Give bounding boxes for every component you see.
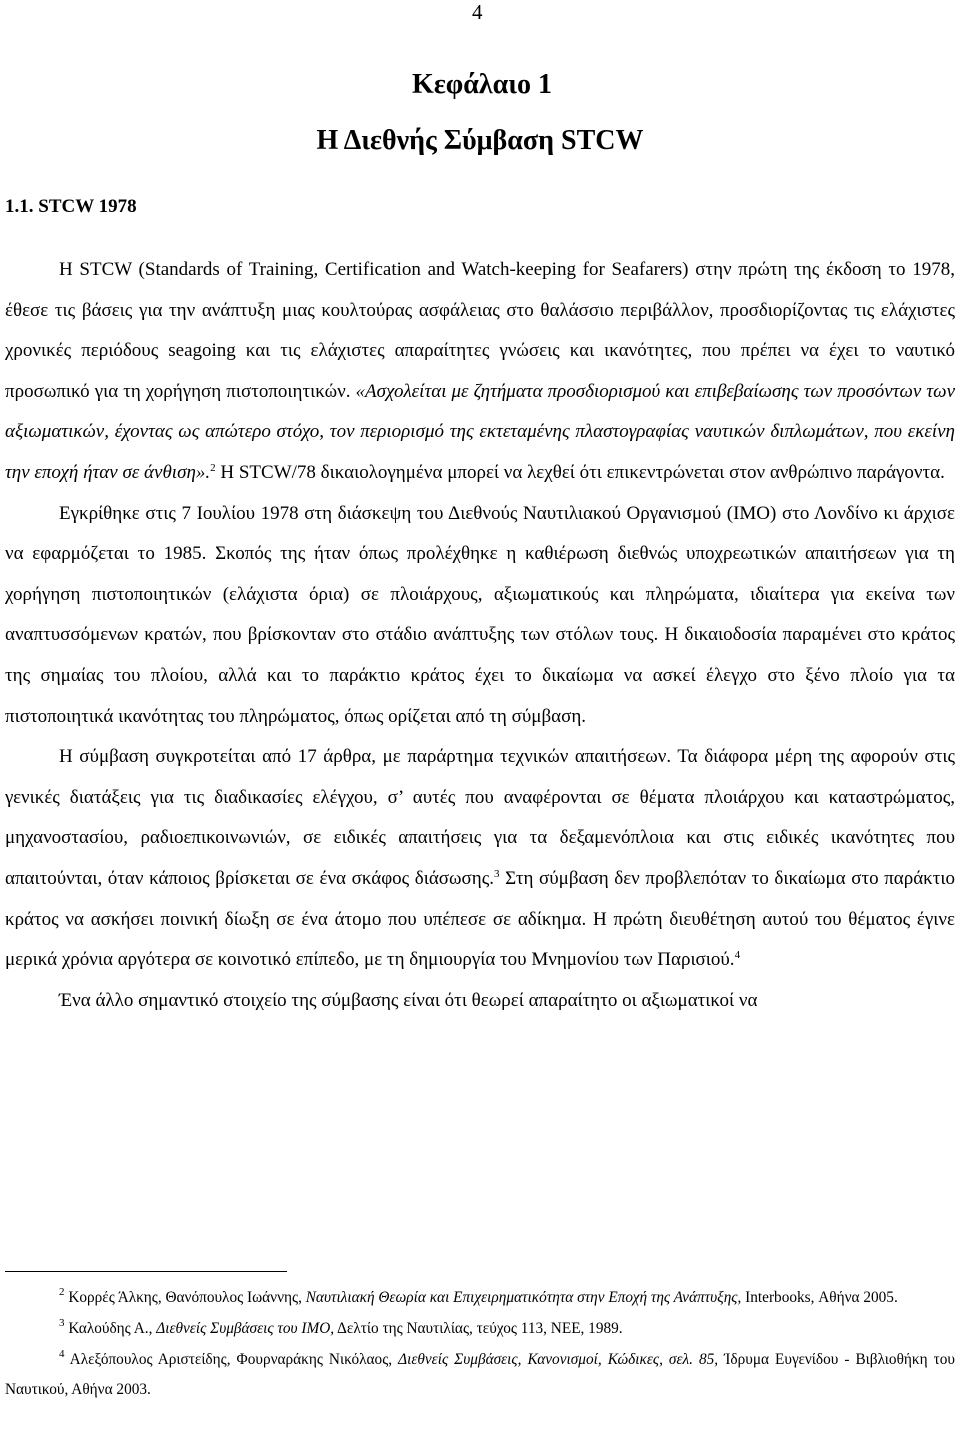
footnote-4-number: 4 — [59, 1348, 65, 1360]
footnote-4-rest: Ίδρυμα Ευγενίδου - Βιβλιοθήκη του Ναυτικού, Αθήνα 2003. — [5, 1351, 955, 1398]
paragraph-1 — [5, 250, 955, 494]
body-text — [5, 250, 955, 1021]
chapter-title — [0, 124, 960, 158]
footnote-4-authors: Αλεξόπουλος Αριστείδης, Φουρναράκης Νικόλαος, — [64, 1351, 399, 1368]
paragraph-1-text-b: Η STCW/78 δικαιολογημένα μπορεί να λεχθεί ότι επικεντρώνεται στον ανθρώπινο παράγοντα. — [215, 461, 945, 483]
footnote-2-number: 2 — [59, 1286, 65, 1298]
paragraph-2: Εγκρίθηκε στις 7 Ιουλίου 1978 στη διάσκεψη του Διεθνούς Ναυτιλιακού Οργανισμού (IMO) στο Λονδίνο κι άρχισε να εφαρμόζεται το 1985. Σκοπός της ήταν όπως προλέχθηκε η καθιέρωση διεθνώς υποχρεωτικών απαιτήσεων για τη χορήγηση πιστοποιητικών (ελάχιστα όρια) σε πλοιάρχους, αξιωματικούς και πληρώματα, ιδιαίτερα για εκείνα των αναπτυσσόμενων κρατών, που βρίσκονταν στο στάδιο ανάπτυξης των στόλων τους. Η δικαιοδοσία παραμένει στο κράτος της σημαίας του πλοίου, αλλά και το παράκτιο κράτος έχει το δικαίωμα να ασκεί έλεγχο στο ξένο πλοίο για τα πιστοποιητικά ικανότητας του πληρώματος, όπως ορίζεται από τη σύμβαση. — [5, 502, 955, 727]
paragraph-3 — [5, 737, 955, 981]
paragraph-1-quote: «Ασχολείται με ζητήματα προσδιορισμού και επιβεβαίωσης των προσόντων των αξιωματικών, έχοντας ως απώτερο στόχο, τον περιορισμό της εκτεταμένης πλαστογραφίας ναυτικών διπλωμάτων, που εκείνη την εποχή ήταν σε άνθιση». — [5, 380, 956, 483]
chapter-title-text: Η Διεθνής Σύμβαση STCW — [316, 125, 644, 156]
footnote-2 — [5, 1283, 955, 1313]
footnote-ref-3[interactable]: 3 — [494, 867, 500, 880]
chapter-label-text: Κεφάλαιο 1 — [412, 69, 552, 100]
chapter-label — [0, 68, 960, 102]
footnote-2-authors: Κορρές Άλκης, Θανόπουλος Ιωάννης, — [64, 1289, 306, 1306]
footnote-ref-2[interactable]: 2 — [210, 461, 216, 474]
paragraph-3-text-a: Η σύμβαση συγκροτείται από 17 άρθρα, με παράρτημα τεχνικών απαιτήσεων. Τα διάφορα μέρη της αφορούν στις γενικές διατάξεις για τις διαδικασίες ελέγχου, σ’ αυτές που αναφέρονται σε θέματα πλοιάρχου και καταστρώματος, μηχανοστασίου, ραδιοεπικοινωνιών, σε ειδικές απαιτήσεις για τα δεξαμενόπλοια και στις ειδικές ικανότητες που απαιτούνται, όταν κάποιος βρίσκεται σε ένα σκάφος διάσωσης. — [5, 746, 955, 889]
footnote-3-title: Διεθνείς Συμβάσεις του ΙΜΟ, — [156, 1320, 335, 1337]
footnote-3-authors: Καλούδης Α., — [64, 1320, 157, 1337]
paragraph-4: Ένα άλλο σημαντικό στοιχείο της σύμβασης είναι ότι θεωρεί απαραίτητο οι αξιωματικοί να — [59, 989, 758, 1011]
footnote-4-title: Διεθνείς Συμβάσεις, Κανονισμοί, Κώδικες, σελ. 85, — [398, 1351, 719, 1368]
paragraph-3-text-b: Στη σύμβαση δεν προβλεπόταν το δικαίωμα στο παράκτιο κράτος να ασκήσει ποινική δίωξη σε ένα άτομο που υπέπεσε σε αδίκημα. Η πρώτη διευθέτηση αυτού του θέματος έγινε μερικά χρόνια αργότερα σε κοινοτικό επίπεδο, με τη δημιουργία του Μνημονίου των Παρισιού. — [5, 867, 955, 971]
paragraph-1-text-a: Η STCW (Standards of Training, Certification and Watch-keeping for Seafarers) στην πρώτη της έκδοση το 1978, έθεσε τις βάσεις για την ανάπτυξη μιας κουλτούρας ασφάλειας στο θαλάσσιο περιβάλλον, προσδιορίζοντας τις ελάχιστες χρονικές περιόδους seagoing και τις ελάχιστες απαραίτητες γνώσεις και ικανότητες, που πρέπει να έχει το ναυτικό προσωπικό για τη χορήγηση πιστοποιητικών. — [5, 259, 955, 402]
footnote-3-number: 3 — [59, 1317, 65, 1329]
footnote-3 — [5, 1314, 955, 1344]
footnote-divider — [5, 1271, 287, 1272]
footnote-2-title: Ναυτιλιακή Θεωρία και Επιχειρηματικότητα στην Εποχή της Ανάπτυξης — [305, 1289, 738, 1306]
footnote-2-rest: , Interbooks, Αθήνα 2005. — [737, 1289, 898, 1306]
footnote-3-rest: Δελτίο της Ναυτιλίας, τεύχος 113, ΝΕΕ, 1989. — [334, 1320, 623, 1337]
footnote-4 — [5, 1345, 955, 1405]
section-heading: 1.1. STCW 1978 — [5, 196, 137, 217]
page-number: 4 — [472, 0, 483, 24]
footnotes — [5, 1283, 955, 1406]
footnote-ref-4[interactable]: 4 — [734, 949, 741, 962]
